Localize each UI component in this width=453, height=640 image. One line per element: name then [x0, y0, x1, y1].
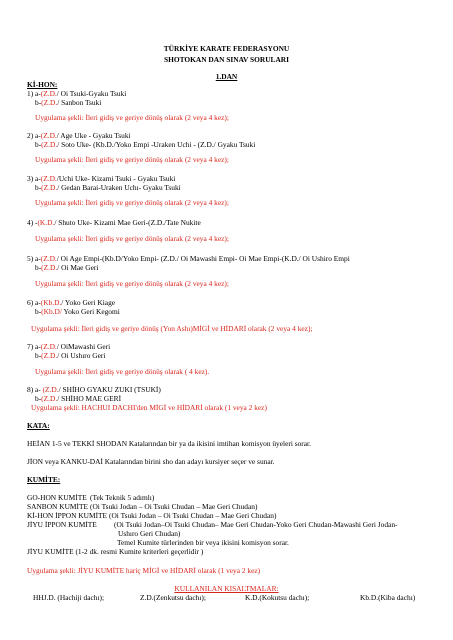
- kihon-item-5-b: b-(Z.D./ Oi Mae Geri: [35, 263, 99, 272]
- kumite-row-4: JİYU İPPON KUMİTE: [27, 520, 97, 529]
- kihon-item-4-method: Uygulama şekli: İleri gidiş ve geriye dönüş olarak (2 veya 4 kez);: [35, 234, 229, 243]
- abbr-kd: K.D.(Kokutsu dachı);: [245, 593, 310, 602]
- kihon-item-1-a: 1) a-(Z.D./ Oi Tsuki-Gyaku Tsuki: [27, 89, 127, 98]
- kumite-row-3: Kİ-HON İPPON KUMİTE: [27, 511, 108, 520]
- kihon-item-7-b: b-(Z.D./ Oi Ushıro Geri: [35, 351, 106, 360]
- kumite-row-1: GO-HON KUMİTE: [27, 493, 87, 502]
- kihon-item-7-method: Uygulama şekli: İleri gidiş ve geriye dönüş olarak ( 4 kez).: [35, 367, 210, 376]
- kata-line-1: HEİAN 1-5 ve TEKKİ SHODAN Katalarından bir ya da ikisini imtihan komisyon üyeleri sorar.: [27, 439, 311, 448]
- kihon-item-4-a: 4) -(K.D./ Shuto Uke- Kizami Mae Geri-(Z.D./Tate Nukite: [27, 218, 201, 227]
- kihon-item-5-a: 5) a-(Z.D./ Oi Age Empi-(Kb.D/Yoko Empi- (Z.D./ Oi Mawashi Empi- Oi Mae Empi-(K.D./ Oi Ushiro Empi: [27, 254, 350, 263]
- kumite-cont-2: Temel Kumite türlerinden bir veya ikisini komisyon sorar.: [117, 538, 289, 547]
- jiyu-kumite: JİYU KUMİTE (1-2 dk. resmi Kumite kriterleri geçerlidir ): [27, 547, 204, 556]
- abbr-title: KULLANILAN KISALTMALAR:: [174, 584, 279, 593]
- kihon-item-3-b: b-(Z.D./ Gedan Barai-Uraken Uchı- Gyaku Tsuki: [35, 183, 181, 192]
- kihon-item-1-method: Uygulama şekli: İleri gidiş ve geriye dönüş olarak (2 veya 4 kez);: [35, 113, 229, 122]
- kihon-item-8-method: Uygulama şekli: HACHUI DACHI'den MİGİ ve HİDARİ olarak (1 veya 2 kez): [31, 403, 267, 412]
- kumite-row-2-desc: (Oi Tsuki Jodan – Oi Tsuki Chudan – Mae Geri Chudan): [90, 502, 258, 511]
- exam-title: SHOTOKAN DAN SINAV SORULARI: [163, 55, 290, 64]
- kata-heading: KATA:: [27, 421, 50, 430]
- kihon-item-8-a: 8) a- (Z.D./ SHİHO GYAKU ZUKI (TSUKİ): [27, 385, 161, 394]
- kihon-item-5-method: Uygulama şekli: İleri gidiş ve geriye dönüş olarak (2 veya 4 kez);: [35, 279, 229, 288]
- abbr-zd: Z.D.(Zenkutsu dachı);: [140, 593, 206, 602]
- kata-line-2: JİON veya KANKU-DAİ Katalarından birini sho dan adayı kursiyer seçer ve sunar.: [27, 457, 275, 466]
- kihon-heading: Kİ-HON:: [27, 80, 58, 89]
- kumite-row-4-desc: (Oi Tsuki Jodan–Oi Tsuki Chudan– Mae Geri Chudan-Yoko Geri Chudan-Mawashi Geri Jodan-: [114, 520, 398, 529]
- kihon-item-3-a: 3) a-(Z.D./Uchi Uke- Kizami Tsuki - Gyaku Tsuki: [27, 174, 176, 183]
- kihon-item-1-b: b-(Z.D./ Sanbon Tsuki: [35, 98, 102, 107]
- kihon-item-8-b: b-(Z.D./ SHİHO MAE GERİ: [35, 394, 122, 403]
- kihon-item-7-a: 7) a-(Z.D./ OiMawashi Geri: [27, 342, 111, 351]
- kihon-item-2-a: 2) a-(Z.D./ Age Uke - Gyaku Tsuki: [27, 131, 131, 140]
- dan-level: 1.DAN: [215, 72, 238, 81]
- kumite-row-3-desc: (Oi Tsuki Jodan – Oi Tsuki Chudan – Mae Geri Chudan): [109, 511, 277, 520]
- kihon-item-6-method: Uygulama şekli: İleri gidiş ve geriye dönüş (Yon Ashı)MİGİ ve HİDARİ olarak (2 veya 4 kez);: [31, 324, 313, 333]
- kumite-method: Uygulama şekli: JİYU KUMİTE hariç MİGİ ve HİDARİ olarak (1 veya 2 kez): [27, 566, 261, 575]
- kumite-row-1-desc: (Tek Teknik 5 adımlı): [90, 493, 155, 502]
- abbr-kbd: Kb.D.(Kiba dachı): [360, 593, 416, 602]
- kihon-item-2-b: b-(Z.D./ Soto Uke- (Kb.D./Yoko Empi -Uraken Uchi - (Z.D./ Gyaku Tsuki: [35, 140, 256, 149]
- org-title: TÜRKİYE KARATE FEDERASYONU: [163, 44, 290, 53]
- kihon-item-6-a: 6) a-(Kb.D./ Yoko Geri Kiage: [27, 298, 116, 307]
- kihon-item-6-b: b-(Kb.D/ Yoko Geri Kegomi: [35, 307, 120, 316]
- abbr-hhj: HHJ.D. (Hachiji dachı);: [33, 593, 105, 602]
- kumite-heading: KUMİTE:: [27, 475, 61, 484]
- kumite-row-2: SANBON KUMİTE: [27, 502, 88, 511]
- kihon-item-2-method: Uygulama şekli: İleri gidiş ve geriye dönüş olarak (2 veya 4 kez);: [35, 155, 229, 164]
- kihon-item-3-method: Uygulama şekli: İleri gidiş ve geriye dönüş olarak (2 veya 4 kez);: [35, 198, 229, 207]
- kumite-cont-1: Ushıro Geri Chudan): [118, 529, 181, 538]
